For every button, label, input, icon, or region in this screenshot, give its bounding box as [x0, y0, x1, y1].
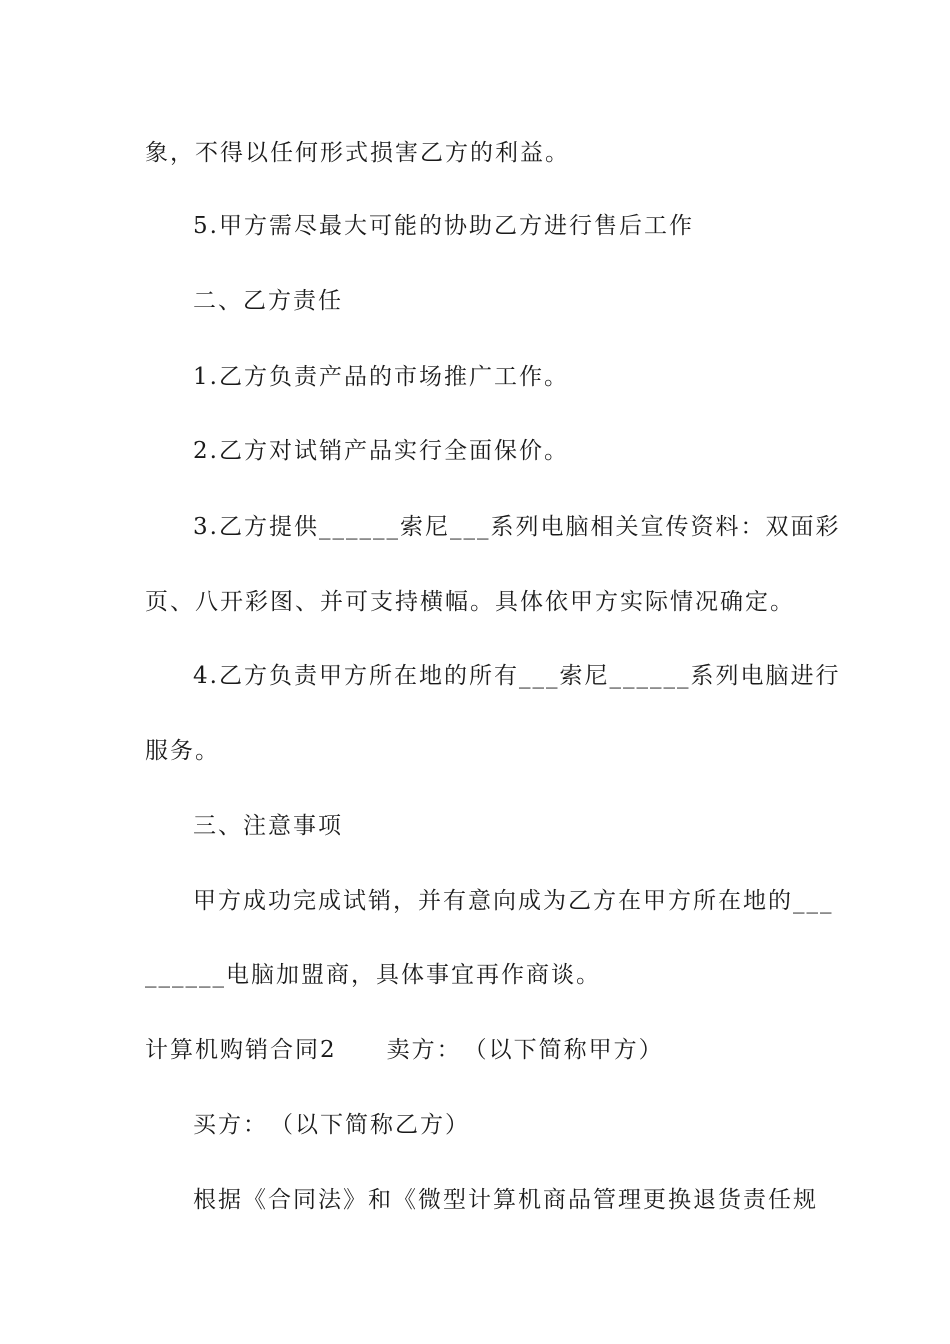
- text-line: 页、八开彩图、并可支持横幅。具体依甲方实际情况确定。: [145, 589, 795, 615]
- section-heading: 二、乙方责任: [193, 288, 343, 314]
- text-line: ______电脑加盟商，具体事宜再作商谈。: [145, 962, 601, 988]
- text-line: 买方： （以下简称乙方）: [193, 1112, 470, 1138]
- text-line: 2.乙方对试销产品实行全面保价。: [193, 438, 569, 464]
- text-line: 服务。: [145, 738, 220, 764]
- text-line: 1.乙方负责产品的市场推广工作。: [193, 364, 569, 390]
- text-line: 5.甲方需尽最大可能的协助乙方进行售后工作: [193, 213, 694, 239]
- section-heading: 三、注意事项: [193, 813, 343, 839]
- text-line: 3.乙方提供______索尼___系列电脑相关宣传资料：双面彩: [193, 514, 841, 540]
- text-line: 4.乙方负责甲方所在地的所有___索尼______系列电脑进行: [193, 663, 841, 689]
- text-line: 根据《合同法》和《微型计算机商品管理更换退货责任规: [193, 1187, 818, 1213]
- contract-title-line: 计算机购销合同2 卖方： （以下简称甲方）: [145, 1037, 664, 1063]
- text-line: 象，不得以任何形式损害乙方的利益。: [145, 140, 570, 166]
- text-line: 甲方成功完成试销，并有意向成为乙方在甲方所在地的___: [193, 888, 834, 914]
